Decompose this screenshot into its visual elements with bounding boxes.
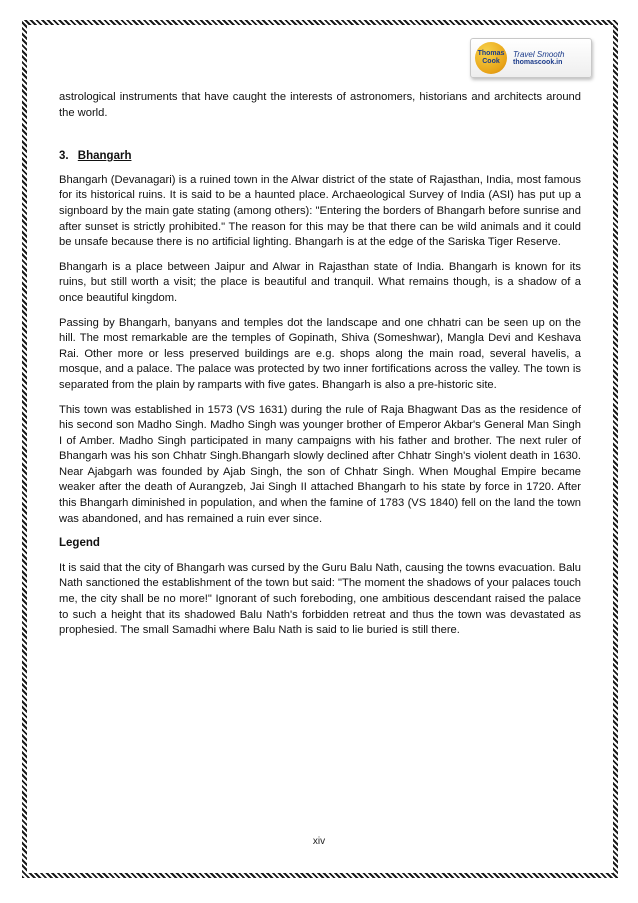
document-content bbox=[59, 90, 581, 648]
thomas-cook-logo bbox=[470, 38, 592, 78]
logo-url: thomascook.in bbox=[513, 59, 563, 66]
paragraph: Bhangarh is a place between Jaipur and Alwar in Rajasthan state of India. Bhangarh is known for its ruins, but still worth a visit; the place is beautiful and tranquil. What remains though, is a shadow of a once beautiful kingdom. bbox=[59, 260, 581, 304]
section-heading bbox=[59, 149, 581, 165]
logo-line2: Cook bbox=[482, 58, 500, 65]
logo-text bbox=[513, 50, 564, 66]
logo-globe-icon bbox=[475, 42, 507, 74]
logo-line1: Thomas bbox=[477, 50, 505, 57]
paragraph: Passing by Bhangarh, banyans and temples dot the landscape and one chhatri can be seen up on the hill. The most remarkable are the temples of Gopinath, Shiva (Someshwar), Mangla Devi and Keshava Rai. Other more or less preserved buildings are e.g. shops along the main road, several havelis, a mosque, and a palace. The palace was protected by two inner fortifications across the valley. The town is separated from the plain by ramparts with five gates. Bhangarh is also a pre-historic site. bbox=[59, 316, 581, 391]
section-title: Bhangarh bbox=[77, 150, 132, 163]
section-number: 3. bbox=[59, 150, 69, 163]
logo-tagline: Travel Smooth bbox=[513, 50, 565, 59]
legend-paragraph: It is said that the city of Bhangarh was cursed by the Guru Balu Nath, causing the towns evacuation. Balu Nath sanctioned the establishment of the town but said: "The moment the shadows of your palaces touch me, the city shall be no more!" Ignorant of such foreboding, one ambitious descendant raised the palace to such a height that its shadowed Balu Nath's forbidden retreat and thus the town was devastated as prophesied. The small Samadhi where Balu Nath is said to lie buried is still there. bbox=[59, 561, 581, 637]
paragraph: This town was established in 1573 (VS 1631) during the rule of Raja Bhagwant Das as the residence of his second son Madho Singh. Madho Singh was younger brother of Emperor Akbar's General Man Singh I of Amber. Madho Singh participated in many campaigns with his father and brother. The next ruler of Bhangarh was his son Chhatr Singh.Bhangarh slowly declined after Chhatr Singh's violent death in 1630. Near Ajabgarh was founded by Ajab Singh, the son of Chhatr Singh. When Moughal Empire became weaker after the death of Aurangzeb, Jai Singh II attached Bhangarh to his state by force in 1720. After this Bhangarh diminished in population, and when the famine of 1783 (VS 1840) fell on the land the town was abandoned, and has remained a ruin ever since. bbox=[59, 403, 581, 525]
page-number: xiv bbox=[312, 836, 326, 847]
paragraph: Bhangarh (Devanagari) is a ruined town in the Alwar district of the state of Rajasthan, India, most famous for its historical ruins. It is said to be a haunted place. Archaeological Survey of India (ASI) has put up a signboard by the main gate stating (among others): "Entering the borders of Bhangarh before sunrise and after sunset is strictly prohibited." The reason for this may be that there can be wild animals and it could be unsafe because there is no artificial lighting. Bhangarh is at the edge of the Sariska Tiger Reserve. bbox=[59, 173, 581, 249]
legend-heading: Legend bbox=[59, 537, 100, 550]
intro-paragraph: astrological instruments that have caught the interests of astronomers, historians and architects around the world. bbox=[59, 91, 581, 119]
